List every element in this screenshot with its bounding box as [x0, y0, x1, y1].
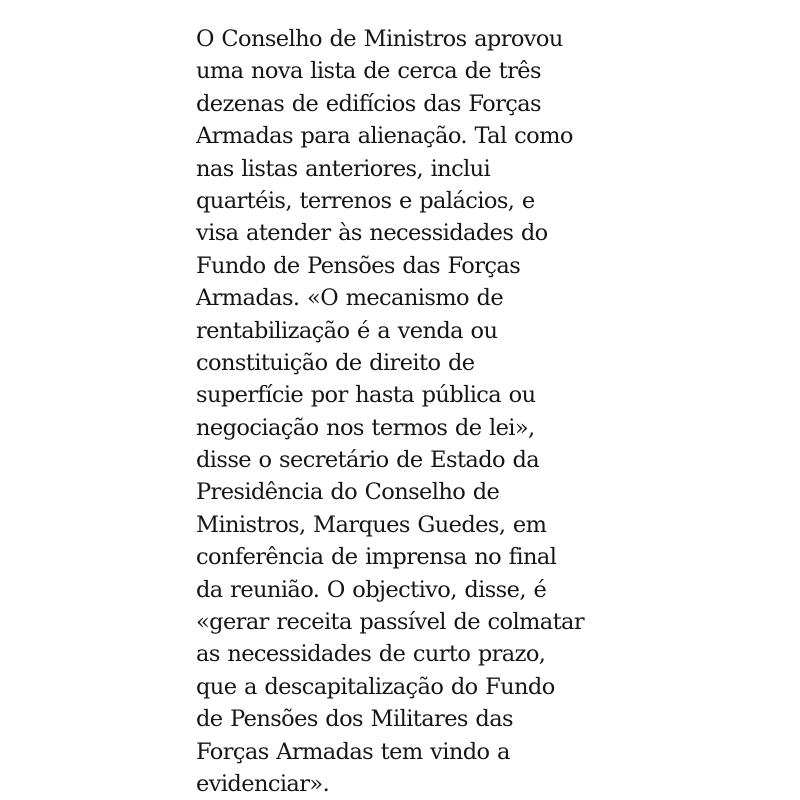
text-line: da reunião. O objectivo, disse, é	[196, 576, 547, 603]
text-line: dezenas de edifícios das Forças	[196, 90, 542, 117]
text-line: Presidência do Conselho de	[196, 479, 500, 506]
text-line: conferência de imprensa no final	[196, 544, 557, 571]
text-line: Fundo de Pensões das Forças	[196, 252, 521, 279]
text-line: Ministros, Marques Guedes, em	[196, 511, 547, 538]
text-line: «gerar receita passível de colmatar	[196, 609, 585, 636]
text-line: disse o secretário de Estado da	[196, 447, 540, 474]
text-line: evidenciar».	[196, 770, 330, 797]
article-paragraph	[196, 23, 616, 800]
text-line: de Pensões dos Militares das	[196, 706, 513, 733]
text-line: rentabilização é a venda ou	[196, 317, 498, 344]
text-line: Armadas para alienação. Tal como	[196, 123, 573, 150]
text-line: visa atender às necessidades do	[196, 220, 548, 247]
text-line: uma nova lista de cerca de três	[196, 58, 541, 85]
text-line: que a descapitalização do Fundo	[196, 673, 555, 700]
text-line: O Conselho de Ministros aprovou	[196, 26, 563, 52]
text-line: superfície por hasta pública ou	[196, 382, 536, 409]
text-line: as necessidades de curto prazo,	[196, 641, 546, 668]
text-line: constituição de direito de	[196, 349, 475, 376]
text-line: Armadas. «O mecanismo de	[196, 285, 504, 312]
text-line: Forças Armadas tem vindo a	[196, 738, 510, 765]
text-line: nas listas anteriores, inclui	[196, 155, 491, 182]
text-line: quartéis, terrenos e palácios, e	[196, 187, 535, 214]
text-line: negociação nos termos de lei»,	[196, 414, 535, 441]
